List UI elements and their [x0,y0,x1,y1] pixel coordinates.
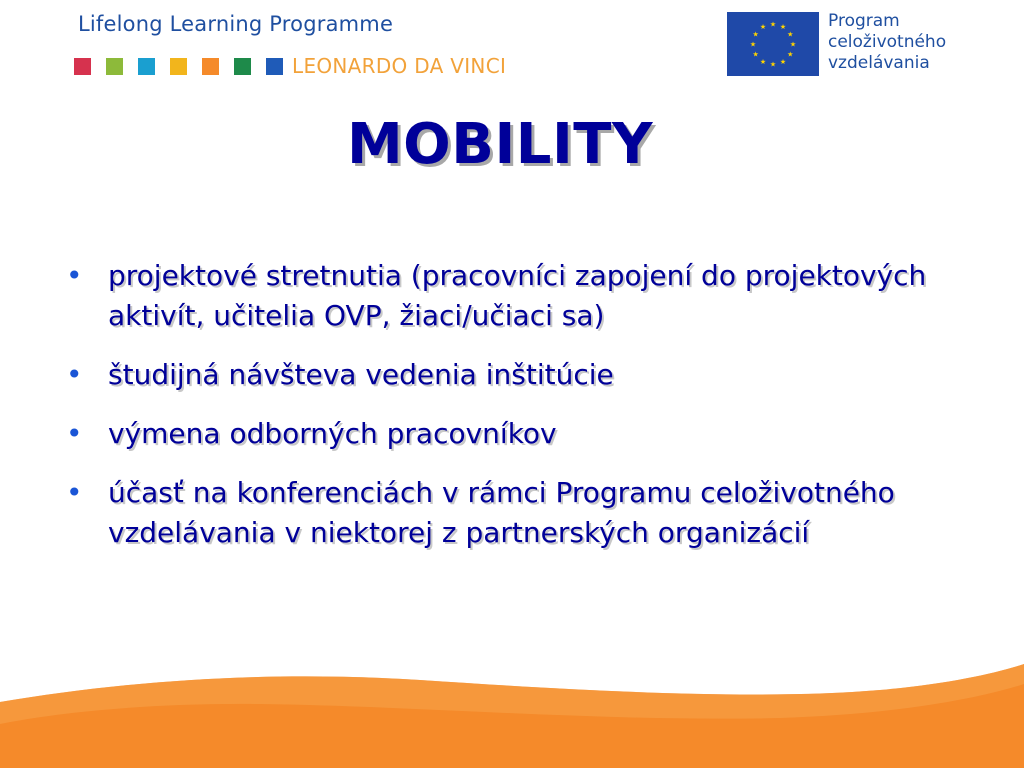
subprogramme-name: LEONARDO DA VINCI [292,54,507,78]
bullet-icon: • [66,417,83,450]
eu-star-icon: ★ [759,57,767,66]
red-square [74,58,91,75]
programme-title: Lifelong Learning Programme [78,12,394,36]
bullet-icon: • [66,476,83,509]
eu-star-icon: ★ [789,40,797,49]
orange-wave-decoration [0,640,1024,768]
eu-star-icon: ★ [769,60,777,69]
eu-programme-text [828,11,946,74]
bullet-item [66,355,986,395]
cyan-square [138,58,155,75]
eu-star-icon: ★ [769,20,777,29]
orange-square [202,58,219,75]
bullet-icon: • [66,259,83,292]
eu-star-icon: ★ [779,23,787,32]
blue-square [266,58,283,75]
eu-star-icon: ★ [749,40,757,49]
bullet-text: výmena odborných pracovníkov [108,417,557,450]
eu-star-icon: ★ [779,57,787,66]
bullet-item [66,256,986,336]
darkgreen-square [234,58,251,75]
bullet-item [66,473,986,553]
green-square [106,58,123,75]
slide-title: MOBILITY [346,112,654,177]
color-squares-row [74,58,283,75]
eu-star-icon: ★ [787,30,794,39]
eu-star-icon: ★ [759,23,767,32]
eu-star-icon: ★ [752,50,759,59]
eu-text-line-2: celoživotného [828,32,947,52]
bullet-text: projektové stretnutia (pracovníci zapojení do projektových aktivít, učitelia OVP, žiaci/učiaci sa) [108,259,927,332]
eu-text-line-1: Program [828,11,900,31]
bullet-item [66,414,986,454]
bullet-list [66,256,986,572]
bullet-text: študijná návšteva vedenia inštitúcie [108,358,614,391]
eu-star-icon: ★ [787,50,794,59]
yellow-square [170,58,187,75]
eu-flag-icon [727,12,819,76]
eu-star-icon: ★ [752,30,759,39]
bullet-text: účasť na konferenciách v rámci Programu celoživotného vzdelávania v niektorej z partnerských organizácií [108,476,895,549]
eu-text-line-3: vzdelávania [828,53,930,73]
bullet-icon: • [66,358,83,391]
